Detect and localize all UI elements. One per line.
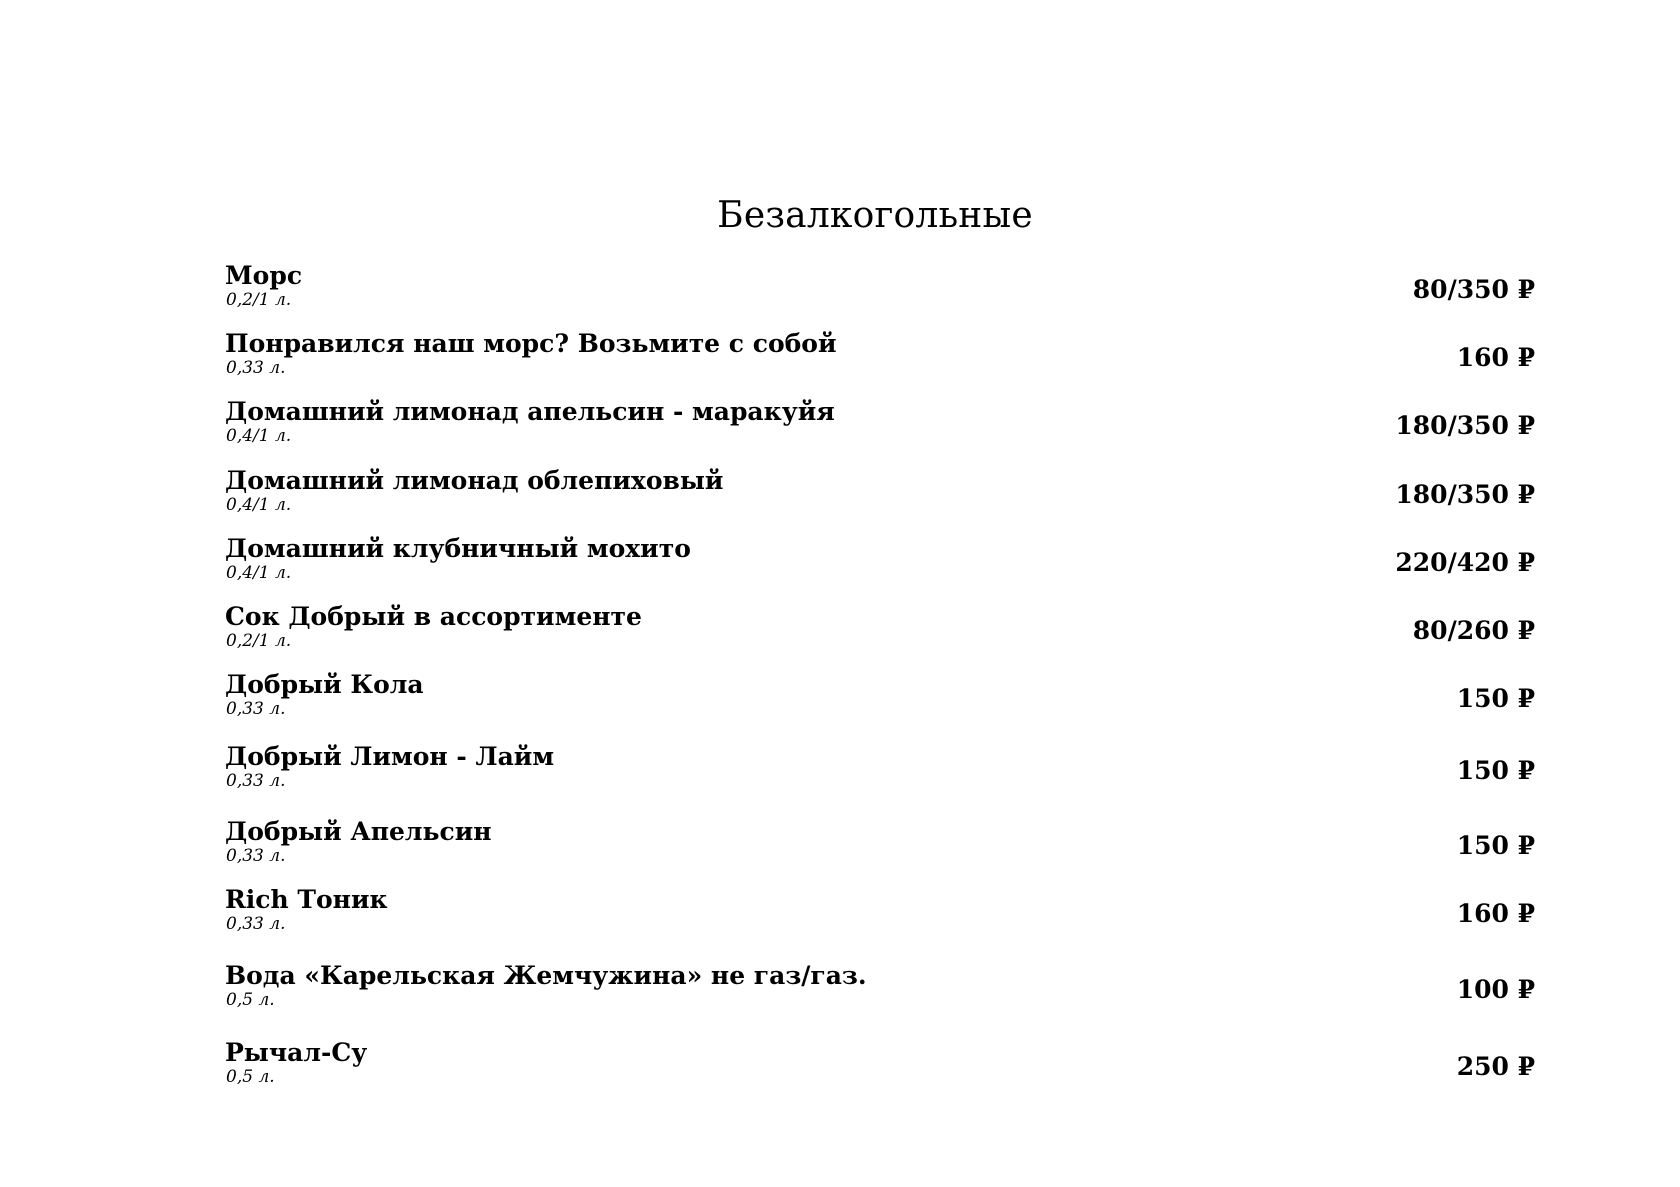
item-name: Морс	[225, 261, 303, 290]
item-name: Добрый Апельсин	[225, 817, 492, 846]
item-volume: 0,33 л.	[226, 771, 286, 791]
item-price: 100 ₽	[1456, 975, 1535, 1004]
item-price: 150 ₽	[1456, 684, 1535, 713]
item-name: Домашний лимонад облепиховый	[225, 466, 724, 495]
menu-item	[225, 535, 1535, 595]
item-volume: 0,33 л.	[226, 358, 286, 378]
item-name: Домашний лимонад апельсин - маракуйя	[225, 397, 835, 426]
item-price: 160 ₽	[1456, 899, 1535, 928]
item-price: 180/350 ₽	[1395, 480, 1535, 509]
item-volume: 0,4/1 л.	[226, 426, 292, 446]
menu-item	[225, 743, 1535, 803]
item-name: Домашний клубничный мохито	[225, 534, 691, 563]
menu-item	[225, 962, 1535, 1022]
item-volume: 0,33 л.	[226, 914, 286, 934]
item-price: 80/350 ₽	[1412, 275, 1535, 304]
menu-item	[225, 467, 1535, 527]
menu-list	[225, 0, 1535, 1187]
item-volume: 0,33 л.	[226, 699, 286, 719]
item-volume: 0,4/1 л.	[226, 563, 292, 583]
menu-item	[225, 330, 1535, 390]
item-volume: 0,5 л.	[226, 1067, 275, 1087]
item-name: Сок Добрый в ассортименте	[225, 602, 642, 631]
menu-item	[225, 886, 1535, 946]
menu-item	[225, 818, 1535, 878]
item-name: Рычал-Су	[225, 1038, 368, 1067]
item-volume: 0,33 л.	[226, 846, 286, 866]
menu-item	[225, 1039, 1535, 1099]
item-price: 150 ₽	[1456, 756, 1535, 785]
item-name: Добрый Лимон - Лайм	[225, 742, 555, 771]
item-price: 160 ₽	[1456, 343, 1535, 372]
item-volume: 0,2/1 л.	[226, 631, 292, 651]
item-volume: 0,2/1 л.	[226, 290, 292, 310]
item-name: Rich Тоник	[225, 885, 388, 914]
menu-item	[225, 262, 1535, 322]
menu-item	[225, 603, 1535, 663]
menu-item	[225, 671, 1535, 731]
page-title: Безалкогольные	[717, 195, 1033, 236]
item-name: Понравился наш морс? Возьмите с собой	[225, 329, 837, 358]
item-name: Вода «Карельская Жемчужина» не газ/газ.	[225, 961, 867, 990]
item-volume: 0,5 л.	[226, 990, 275, 1010]
menu-item	[225, 398, 1535, 458]
item-name: Добрый Кола	[225, 670, 424, 699]
item-price: 250 ₽	[1456, 1052, 1535, 1081]
item-price: 220/420 ₽	[1395, 548, 1535, 577]
item-volume: 0,4/1 л.	[226, 495, 292, 515]
item-price: 80/260 ₽	[1412, 616, 1535, 645]
item-price: 150 ₽	[1456, 831, 1535, 860]
item-price: 180/350 ₽	[1395, 411, 1535, 440]
